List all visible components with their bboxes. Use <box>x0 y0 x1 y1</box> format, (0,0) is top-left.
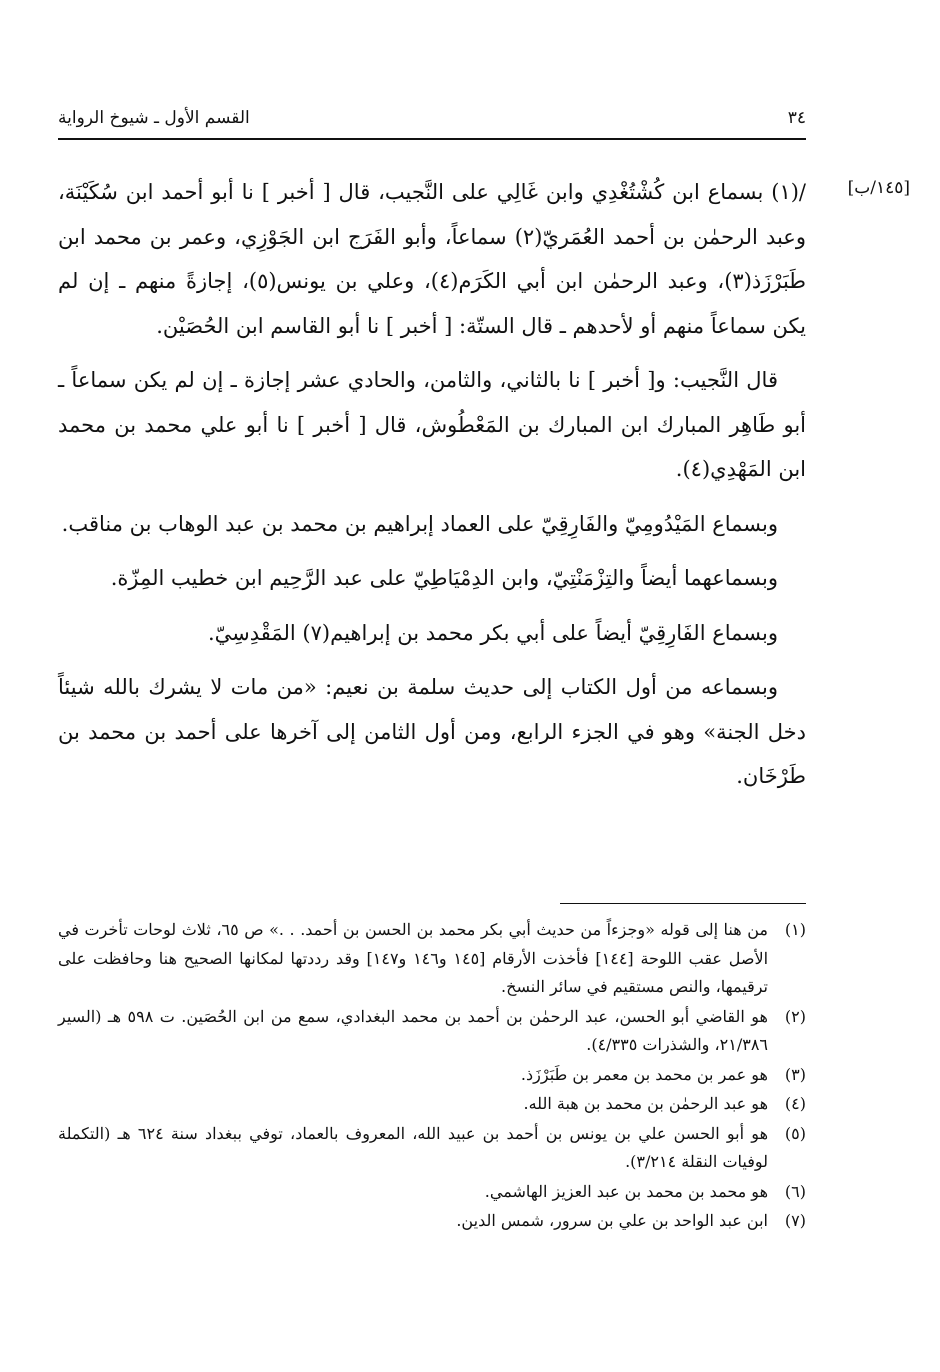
footnote <box>58 1120 806 1177</box>
footnote-number: (٢) <box>784 1006 806 1026</box>
paragraph: وبسماعه من أول الكتاب إلى حديث سلمة بن نعيم: «من مات لا يشرك بالله شيئاً دخل الجنة» وهو في الجزء الرابع، ومن أول الثامن إلى آخرها على أحمد بن محمد بن طَرْخَان. <box>58 675 806 788</box>
paragraph: /(١) بسماع ابن كُشْتُغْدِي وابن غَالِي على النَّجيب، قال [ أخبر ] نا أبو أحمد ابن سُكَيْنَة، وعبد الرحمٰن بن أحمد العُمَريّ(٢) سماعاً، وأبو الفَرَج ابن الجَوْزِي، وعمر بن محمد ابن طَبَرْزَذ(٣)، وعبد الرحمٰن ابن أبي الكَرَم(٤)، وعلي بن يونس(٥)، إجازةً منهم ـ إن لم يكن سماعاً منهم أو لأحدهم ـ قال الستّة: [ أخبر ] نا أبو القاسم ابن الحُصَيْن. <box>58 180 807 338</box>
footnote-number: (٧) <box>784 1211 806 1230</box>
running-title: القسم الأول ـ شيوخ الرواية <box>58 108 250 128</box>
main-text <box>58 170 806 799</box>
footnote <box>58 1090 806 1119</box>
footnote-text: من هنا إلى قوله «وجزءاً من حديث أبي بكر محمد بن الحسن بن أحمد. . .» ص ٦٥، ثلاث لوحات تأخرت في الأصل عقب اللوحة [١٤٤] فأخذت الأرقام [١٤٥ و١٤٦ و١٤٧] وقد رددتها لمكانها الصحيح هنا وحافظت على ترقيمها، والنص مستقيم في سائر النسخ. <box>58 920 769 996</box>
footnote-text: هو محمد بن محمد بن عبد العزيز الهاشمي. <box>484 1181 768 1201</box>
footnote-number: (١) <box>784 920 806 939</box>
page-header <box>58 92 806 128</box>
footnote <box>58 1207 806 1236</box>
footnote-text: هو عبد الرحمٰن بن محمد بن هبة الله. <box>523 1094 768 1113</box>
footnote-number: (٦) <box>784 1181 806 1201</box>
footnote-text: هو عمر بن محمد بن معمر بن طَبَرْزَذ. <box>520 1064 768 1084</box>
footnote-number: (٣) <box>784 1064 806 1084</box>
paragraph: قال النَّجيب: و[ أخبر ] نا بالثاني، والثامن، والحادي عشر إجازة ـ إن لم يكن سماعاً ـ أبو طَاهِر المبارك ابن المبارك بن المَعْطُوش، قال [ أخبر ] نا أبو علي محمد بن محمد ابن المَهْدِي(٤). <box>58 368 806 481</box>
header-rule <box>58 138 806 140</box>
footnote <box>58 1178 806 1207</box>
footnote-rule <box>560 903 806 904</box>
page-number: ٣٤ <box>787 108 806 128</box>
paragraph: وبسماع الفَارِقِيّ أيضاً على أبي بكر محمد بن إبراهيم(٧) المَقْدِسِيّ. <box>207 620 778 645</box>
footnote-text: هو أبو الحسن علي بن يونس بن أحمد بن عبيد الله، المعروف بالعماد، توفي ببغداد سنة ٦٢٤ هـ (التكملة لوفيات النقلة ٣/٢١٤). <box>58 1123 769 1171</box>
footnotes <box>58 916 806 1237</box>
paragraph: وبسماع المَيْدُومِيّ والفَارِقِيّ على العماد إبراهيم بن محمد بن عبد الوهاب بن مناقب. <box>61 511 778 536</box>
footnote-number: (٥) <box>784 1123 806 1143</box>
footnote-text: هو القاضي أبو الحسن، عبد الرحمٰن بن أحمد بن محمد البغدادي، سمع من ابن الحُصَين. ت ٥٩٨ هـ (السير ٢١/٣٨٦، والشذرات ٤/٣٣٥). <box>58 1006 768 1054</box>
footnote-number: (٤) <box>784 1094 806 1113</box>
footnote <box>58 1003 806 1060</box>
footnote <box>58 1061 806 1090</box>
footnote <box>58 916 806 1002</box>
paragraph: وبسماعهما أيضاً والتِزْمَنْتِيّ، وابن الدِمْيَاطِيّ على عبد الرَّحِيم ابن خطيب المِزّة. <box>110 566 778 590</box>
footnote-text: ابن عبد الواحد بن علي بن سرور، شمس الدين. <box>456 1211 768 1230</box>
manuscript-folio-ref: [١٤٥/ب] <box>847 178 910 198</box>
